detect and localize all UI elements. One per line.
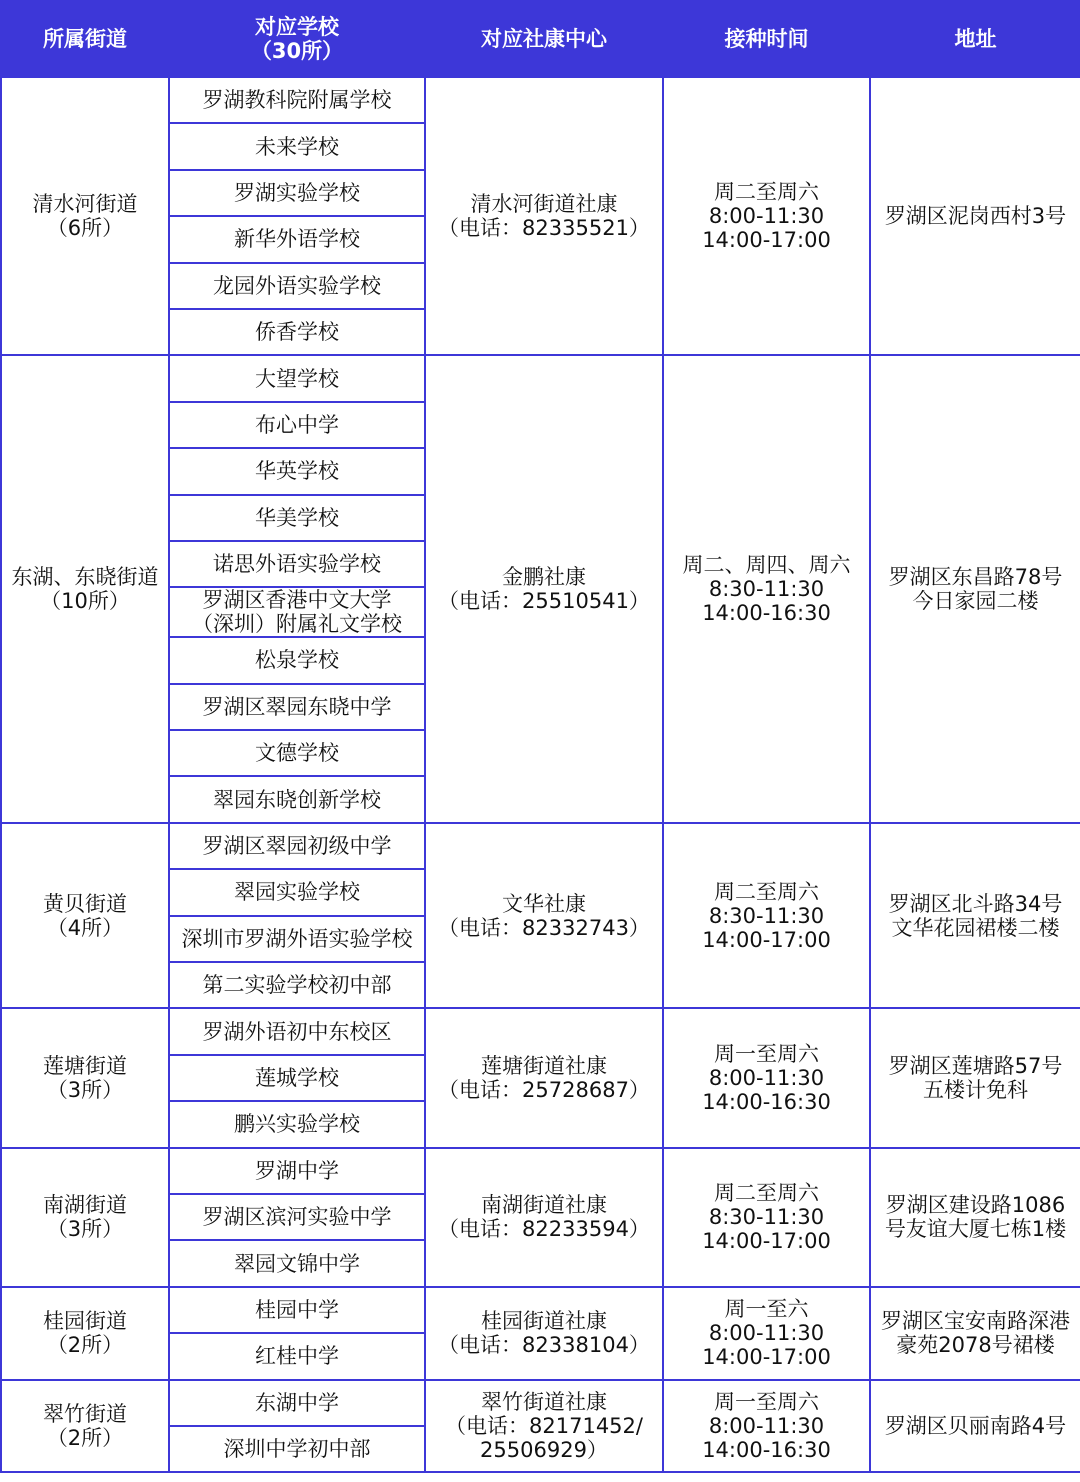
- address-line: 罗湖区宝安南路深港: [881, 1309, 1070, 1334]
- district-cell: [1, 823, 169, 1009]
- vaccination-time-line: 周二至周六: [714, 879, 819, 904]
- table-row: [1, 1380, 1080, 1426]
- school-cell: [169, 962, 425, 1008]
- district-name: 莲塘街道: [43, 1054, 127, 1078]
- vaccination-time-line: 周二、周四、周六: [682, 553, 851, 578]
- vaccination-time-line: 周一至周六: [714, 1042, 819, 1066]
- vaccination-time-line: 8:00-11:30: [708, 1066, 825, 1090]
- school-cell: [169, 263, 425, 309]
- table-row: [1, 1148, 1080, 1194]
- address-line: 罗湖区莲塘路57号: [888, 1054, 1063, 1078]
- vaccination-time-line: 14:00-16:30: [702, 1437, 831, 1462]
- district-name: 黄贝街道: [43, 891, 127, 916]
- school-name-line: 华英学校: [255, 459, 339, 484]
- address-cell: [870, 823, 1080, 1009]
- school-cell: [169, 776, 425, 822]
- school-name-line: 红桂中学: [255, 1344, 339, 1369]
- school-cell: [169, 1287, 425, 1333]
- school-name-line: 未来学校: [255, 134, 339, 159]
- address-cell: [870, 77, 1080, 355]
- school-name-line: 新华外语学校: [234, 227, 360, 252]
- school-name-line: 龙园外语实验学校: [213, 273, 381, 298]
- school-cell: [169, 1101, 425, 1147]
- address-line: 五楼计免科: [923, 1078, 1028, 1102]
- school-name-line: 鹏兴实验学校: [234, 1112, 360, 1137]
- school-name-line: 桂园中学: [255, 1297, 339, 1322]
- health-center-cell: [425, 823, 663, 1009]
- header-row: [1, 1, 1080, 77]
- district-school-count: （10所）: [40, 589, 130, 614]
- district-name: 桂园街道: [43, 1309, 127, 1334]
- school-name-line: 翠园实验学校: [234, 880, 360, 905]
- health-center-cell: [425, 77, 663, 355]
- school-name-line: 松泉学校: [255, 648, 339, 673]
- address-line: 罗湖区泥岗西村3号: [884, 204, 1067, 229]
- school-cell: [169, 1148, 425, 1194]
- address-cell: [870, 355, 1080, 823]
- school-name-line: 侨香学校: [255, 320, 339, 345]
- address-line: 罗湖区建设路1086: [885, 1193, 1066, 1218]
- table-row: [1, 823, 1080, 869]
- school-cell: [169, 1008, 425, 1054]
- header-center: 对应社康中心: [425, 1, 663, 77]
- district-cell: [1, 1008, 169, 1147]
- address-line: 罗湖区东昌路78号: [888, 565, 1063, 590]
- address-cell: [870, 1380, 1080, 1473]
- health-center-line: （电话：82171452/: [445, 1413, 643, 1438]
- school-name-line: 东湖中学: [255, 1390, 339, 1415]
- health-center-line: 莲塘街道社康: [481, 1054, 607, 1078]
- vaccination-time-line: 14:00-17:00: [702, 228, 831, 253]
- school-cell: [169, 448, 425, 494]
- header-school-line2: （30所）: [250, 39, 344, 63]
- health-center-line: 南湖街道社康: [481, 1193, 607, 1218]
- address-cell: [870, 1287, 1080, 1380]
- vaccination-time-line: 14:00-17:00: [702, 1345, 831, 1370]
- vaccination-time-line: 8:00-11:30: [708, 204, 825, 229]
- school-name-line: 罗湖教科院附属学校: [202, 88, 392, 113]
- school-cell: [169, 495, 425, 541]
- vaccination-time-line: 8:30-11:30: [708, 577, 825, 602]
- vaccination-time-line: 周二至周六: [714, 1181, 819, 1206]
- school-cell: [169, 77, 425, 123]
- school-name-line: 罗湖区香港中文大学: [202, 588, 392, 613]
- health-center-cell: [425, 1148, 663, 1287]
- school-cell: [169, 587, 425, 637]
- school-name-line: 大望学校: [255, 366, 339, 391]
- table-row: [1, 1008, 1080, 1054]
- school-cell: [169, 1333, 425, 1379]
- school-cell: [169, 916, 425, 962]
- district-school-count: （2所）: [46, 1425, 124, 1450]
- school-cell: [169, 823, 425, 869]
- health-center-cell: [425, 1008, 663, 1147]
- school-cell: [169, 1380, 425, 1426]
- address-line: 罗湖区贝丽南路4号: [884, 1413, 1067, 1438]
- table-row: [1, 1287, 1080, 1333]
- vaccination-time-line: 8:30-11:30: [708, 1205, 825, 1230]
- school-name-line: 罗湖区翠园初级中学: [202, 834, 392, 859]
- health-center-cell: [425, 1287, 663, 1380]
- school-name-line: 罗湖实验学校: [234, 180, 360, 205]
- address-cell: [870, 1148, 1080, 1287]
- vaccination-time-cell: [663, 355, 870, 823]
- school-cell: [169, 541, 425, 587]
- school-name-line: （深圳）附属礼文学校: [192, 612, 402, 637]
- vaccination-time-cell: [663, 77, 870, 355]
- district-school-count: （4所）: [46, 915, 124, 940]
- address-line: 罗湖区北斗路34号: [888, 891, 1063, 916]
- header-district: 所属街道: [1, 1, 169, 77]
- vaccination-time-line: 14:00-17:00: [702, 927, 831, 952]
- school-name-line: 第二实验学校初中部: [202, 973, 392, 998]
- vaccination-time-cell: [663, 1287, 870, 1380]
- district-cell: [1, 77, 169, 355]
- school-cell: [169, 355, 425, 401]
- vaccination-time-cell: [663, 823, 870, 1009]
- vaccination-time-line: 14:00-16:30: [702, 601, 831, 626]
- school-name-line: 翠园文锦中学: [234, 1251, 360, 1276]
- school-name-line: 罗湖中学: [255, 1158, 339, 1183]
- school-cell: [169, 309, 425, 355]
- school-cell: [169, 1426, 425, 1472]
- school-cell: [169, 1055, 425, 1101]
- district-name: 南湖街道: [43, 1193, 127, 1218]
- health-center-cell: [425, 1380, 663, 1473]
- header-school-line1: 对应学校: [255, 15, 339, 39]
- district-school-count: （3所）: [46, 1217, 124, 1242]
- health-center-line: （电话：82332743）: [438, 915, 650, 940]
- health-center-line: （电话：82335521）: [438, 216, 650, 241]
- school-name-line: 翠园东晓创新学校: [213, 787, 381, 812]
- vaccination-time-line: 8:30-11:30: [708, 903, 825, 928]
- school-name-line: 文德学校: [255, 741, 339, 766]
- vaccination-time-line: 周一至六: [724, 1297, 809, 1322]
- vaccination-time-cell: [663, 1148, 870, 1287]
- vaccination-time-line: 14:00-16:30: [702, 1090, 831, 1114]
- health-center-line: 文华社康: [502, 891, 586, 916]
- school-cell: [169, 869, 425, 915]
- health-center-cell: [425, 355, 663, 823]
- header-time: 接种时间: [663, 1, 870, 77]
- district-cell: [1, 355, 169, 823]
- vaccination-time-line: 周一至周六: [714, 1389, 819, 1414]
- district-name: 清水河街道: [32, 192, 138, 217]
- table-body: [1, 77, 1080, 1472]
- vaccination-time-line: 8:00-11:30: [708, 1321, 825, 1346]
- header-school: [169, 1, 425, 77]
- vaccination-time-line: 8:00-11:30: [708, 1413, 825, 1438]
- health-center-line: 桂园街道社康: [481, 1309, 607, 1334]
- school-cell: [169, 730, 425, 776]
- health-center-line: 25506929）: [480, 1437, 608, 1462]
- school-name-line: 华美学校: [255, 505, 339, 530]
- school-name-line: 诺思外语实验学校: [213, 552, 381, 577]
- school-cell: [169, 123, 425, 169]
- health-center-line: （电话：82338104）: [438, 1333, 650, 1358]
- vaccination-time-line: 周二至周六: [714, 180, 819, 205]
- school-name-line: 罗湖区翠园东晓中学: [202, 694, 392, 719]
- vaccination-time-cell: [663, 1380, 870, 1473]
- school-cell: [169, 402, 425, 448]
- district-cell: [1, 1287, 169, 1380]
- health-center-line: 金鹏社康: [502, 565, 586, 590]
- health-center-line: （电话：25510541）: [438, 589, 650, 614]
- district-school-count: （3所）: [46, 1078, 124, 1102]
- address-line: 号友谊大厦七栋1楼: [884, 1217, 1067, 1242]
- school-name-line: 莲城学校: [255, 1066, 339, 1090]
- vaccination-time-line: 14:00-17:00: [702, 1229, 831, 1254]
- table-header: [1, 1, 1080, 77]
- health-center-line: （电话：25728687）: [438, 1078, 650, 1102]
- district-cell: [1, 1380, 169, 1473]
- health-center-line: 翠竹街道社康: [481, 1389, 607, 1414]
- address-line: 文华花园裙楼二楼: [891, 915, 1060, 940]
- school-name-line: 深圳市罗湖外语实验学校: [181, 926, 413, 951]
- school-name-line: 深圳中学初中部: [223, 1437, 371, 1462]
- school-cell: [169, 170, 425, 216]
- address-line: 豪苑2078号裙楼: [896, 1333, 1055, 1358]
- school-cell: [169, 1240, 425, 1286]
- table-row: [1, 355, 1080, 401]
- health-center-line: （电话：82233594）: [438, 1217, 650, 1242]
- school-cell: [169, 1194, 425, 1240]
- district-school-count: （6所）: [46, 216, 124, 241]
- school-cell: [169, 684, 425, 730]
- district-cell: [1, 1148, 169, 1287]
- district-name: 翠竹街道: [43, 1401, 127, 1426]
- school-cell: [169, 637, 425, 683]
- district-school-count: （2所）: [46, 1333, 124, 1358]
- address-line: 今日家园二楼: [912, 589, 1039, 614]
- school-name-line: 布心中学: [255, 412, 339, 437]
- table-row: [1, 77, 1080, 123]
- school-name-line: 罗湖区滨河实验中学: [202, 1205, 392, 1230]
- district-name: 东湖、东晓街道: [11, 565, 159, 590]
- address-cell: [870, 1008, 1080, 1147]
- school-name-line: 罗湖外语初中东校区: [202, 1019, 392, 1044]
- health-center-line: 清水河街道社康: [470, 192, 618, 217]
- vaccination-time-cell: [663, 1008, 870, 1147]
- header-address: 地址: [870, 1, 1080, 77]
- school-cell: [169, 216, 425, 262]
